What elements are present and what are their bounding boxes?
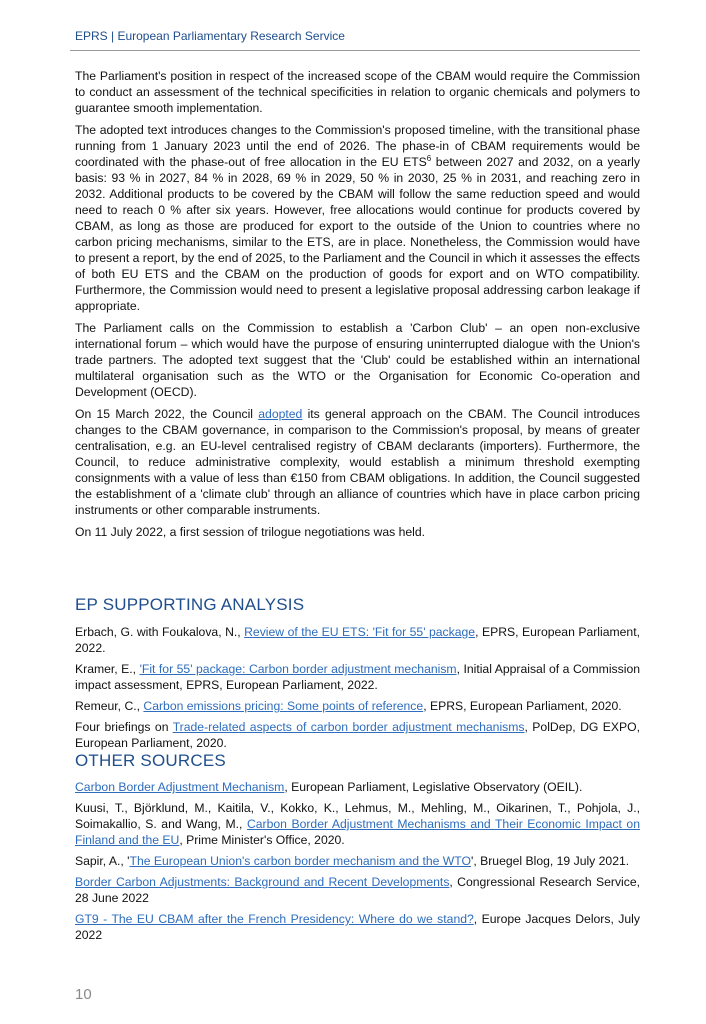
other-sources-heading: OTHER SOURCES <box>75 751 226 770</box>
reference-text: Sapir, A., ' <box>75 854 130 868</box>
paragraph-text: On 15 March 2022, the Council <box>75 407 259 421</box>
reference-link[interactable]: Review of the EU ETS: 'Fit for 55' package <box>244 625 476 639</box>
paragraph: On 11 July 2022, a first session of trilogue negotiations was held. <box>75 525 426 539</box>
reference-item <box>75 698 640 714</box>
ep-analysis-heading: EP SUPPORTING ANALYSIS <box>75 595 305 614</box>
ep-analysis-list <box>75 624 640 756</box>
adopted-link[interactable]: adopted <box>258 407 303 421</box>
reference-text: , European Parliament, Legislative Observatory (OEIL). <box>284 780 583 794</box>
reference-link[interactable]: The European Union's carbon border mechanism and the WTO <box>129 854 471 868</box>
other-sources-list <box>75 779 640 948</box>
paragraph-text: its general approach on the CBAM. The Council introduces changes to the CBAM governance, in comparison to the Commission's proposal, by means of greater centralisation, e.g. an EU-level centralised registry of CBAM declarants (importers). Furthermore, the Council, to reduce administrative complexity, would establish a minimum threshold exempting consignments with a value of less than €150 from CBAM obligations. In addition, the Council suggested the establishment of a 'climate club' through an alliance of countries which have in place carbon pricing instruments or other comparable instruments. <box>75 407 640 517</box>
footnote-ref[interactable]: 6 <box>426 153 432 163</box>
paragraph-text: The adopted text introduces changes to the Commission's proposed timeline, with the transitional phase running from 1 January 2023 until the end of 2026. The phase-in of CBAM requirements would be coordinated with the phase-out of free allocation in the EU ETS <box>75 123 640 169</box>
reference-text: ', Bruegel Blog, 19 July 2021. <box>471 854 630 868</box>
reference-item <box>75 874 640 906</box>
reference-link[interactable]: Carbon Border Adjustment Mechanisms and Their Economic Impact on Finland and the EU <box>75 817 640 847</box>
reference-text: , Prime Minister's Office, 2020. <box>179 833 345 847</box>
reference-link[interactable]: Carbon emissions pricing: Some points of reference <box>143 699 424 713</box>
reference-link[interactable]: 'Fit for 55' package: Carbon border adjustment mechanism <box>139 662 457 676</box>
reference-text: , EPRS, European Parliament, 2022. <box>75 625 640 655</box>
reference-text: Kramer, E., <box>75 662 140 676</box>
header-divider <box>70 50 640 51</box>
reference-item <box>75 779 640 795</box>
reference-text: Remeur, C., <box>75 699 144 713</box>
reference-text: , Congressional Research Service, 28 June 2022 <box>75 875 640 905</box>
paragraph: The Parliament calls on the Commission to establish a 'Carbon Club' – an open non-exclusive international forum – which would have the purpose of ensuring uninterrupted dialogue with the Union's trade partners. The adopted text suggest that the 'Club' could be established within an international multilateral organisation such as the WTO or the Organisation for Economic Co-operation and Development (OECD). <box>75 321 640 399</box>
reference-text: , PolDep, DG EXPO, European Parliament, 2020. <box>75 720 641 750</box>
reference-item <box>75 853 640 869</box>
reference-text: , Europe Jacques Delors, July 2022 <box>75 912 640 942</box>
reference-link[interactable]: Trade-related aspects of carbon border adjustment mechanisms <box>172 720 525 734</box>
paragraph <box>75 406 640 518</box>
reference-text: Four briefings on <box>75 720 173 734</box>
reference-text: Kuusi, T., Björklund, M., Kaitila, V., Kokko, K., Lehmus, M., Mehling, M., Oikarinen, T., Pohjola, J., Soimakallio, S. and Wang, M., <box>75 801 640 831</box>
reference-text: Erbach, G. with Foukalova, N., <box>75 625 245 639</box>
paragraph: The Parliament's position in respect of the increased scope of the CBAM would require the Commission to conduct an assessment of the technical specificities in relation to organic chemicals and polymers to guarantee smooth implementation. <box>75 69 640 115</box>
page-number: 10 <box>75 986 92 1003</box>
reference-text: , EPRS, European Parliament, 2020. <box>423 699 622 713</box>
paragraph-text: between 2027 and 2032, on a yearly basis: 93 % in 2027, 84 % in 2028, 69 % in 2029, 50 % in 2030, 25 % in 2031, and reaching zero in 2032. Additional products to be covered by the CBAM will follow the same reduction speed and would need to reach 0 % after six years. However, free allocations would continue for products covered by CBAM, as long as those are produced for export to the outside of the Union to countries where no carbon pricing mechanisms, similar to the ETS, are in place. Nonetheless, the Commission would have to present a report, by the end of 2025, to the Parliament and the Council in which it assesses the effects of both EU ETS and the CBAM on the production of goods for export and on WTO compatibility. Furthermore, the Commission would need to present a legislative proposal addressing carbon leakage if appropriate. <box>75 155 640 313</box>
reference-item <box>75 661 640 693</box>
reference-item <box>75 719 640 751</box>
reference-link[interactable]: GT9 - The EU CBAM after the French Presidency: Where do we stand? <box>75 912 474 926</box>
running-header: EPRS | European Parliamentary Research Service <box>75 29 345 43</box>
reference-item <box>75 800 640 848</box>
reference-link[interactable]: Carbon Border Adjustment Mechanism <box>75 780 285 794</box>
reference-link[interactable]: Border Carbon Adjustments: Background and Recent Developments <box>75 875 450 889</box>
reference-text: , Initial Appraisal of a Commission impact assessment, EPRS, European Parliament, 2022. <box>75 662 640 692</box>
reference-item <box>75 624 640 656</box>
paragraph <box>75 122 640 314</box>
reference-item <box>75 911 640 943</box>
body-text <box>75 68 640 540</box>
